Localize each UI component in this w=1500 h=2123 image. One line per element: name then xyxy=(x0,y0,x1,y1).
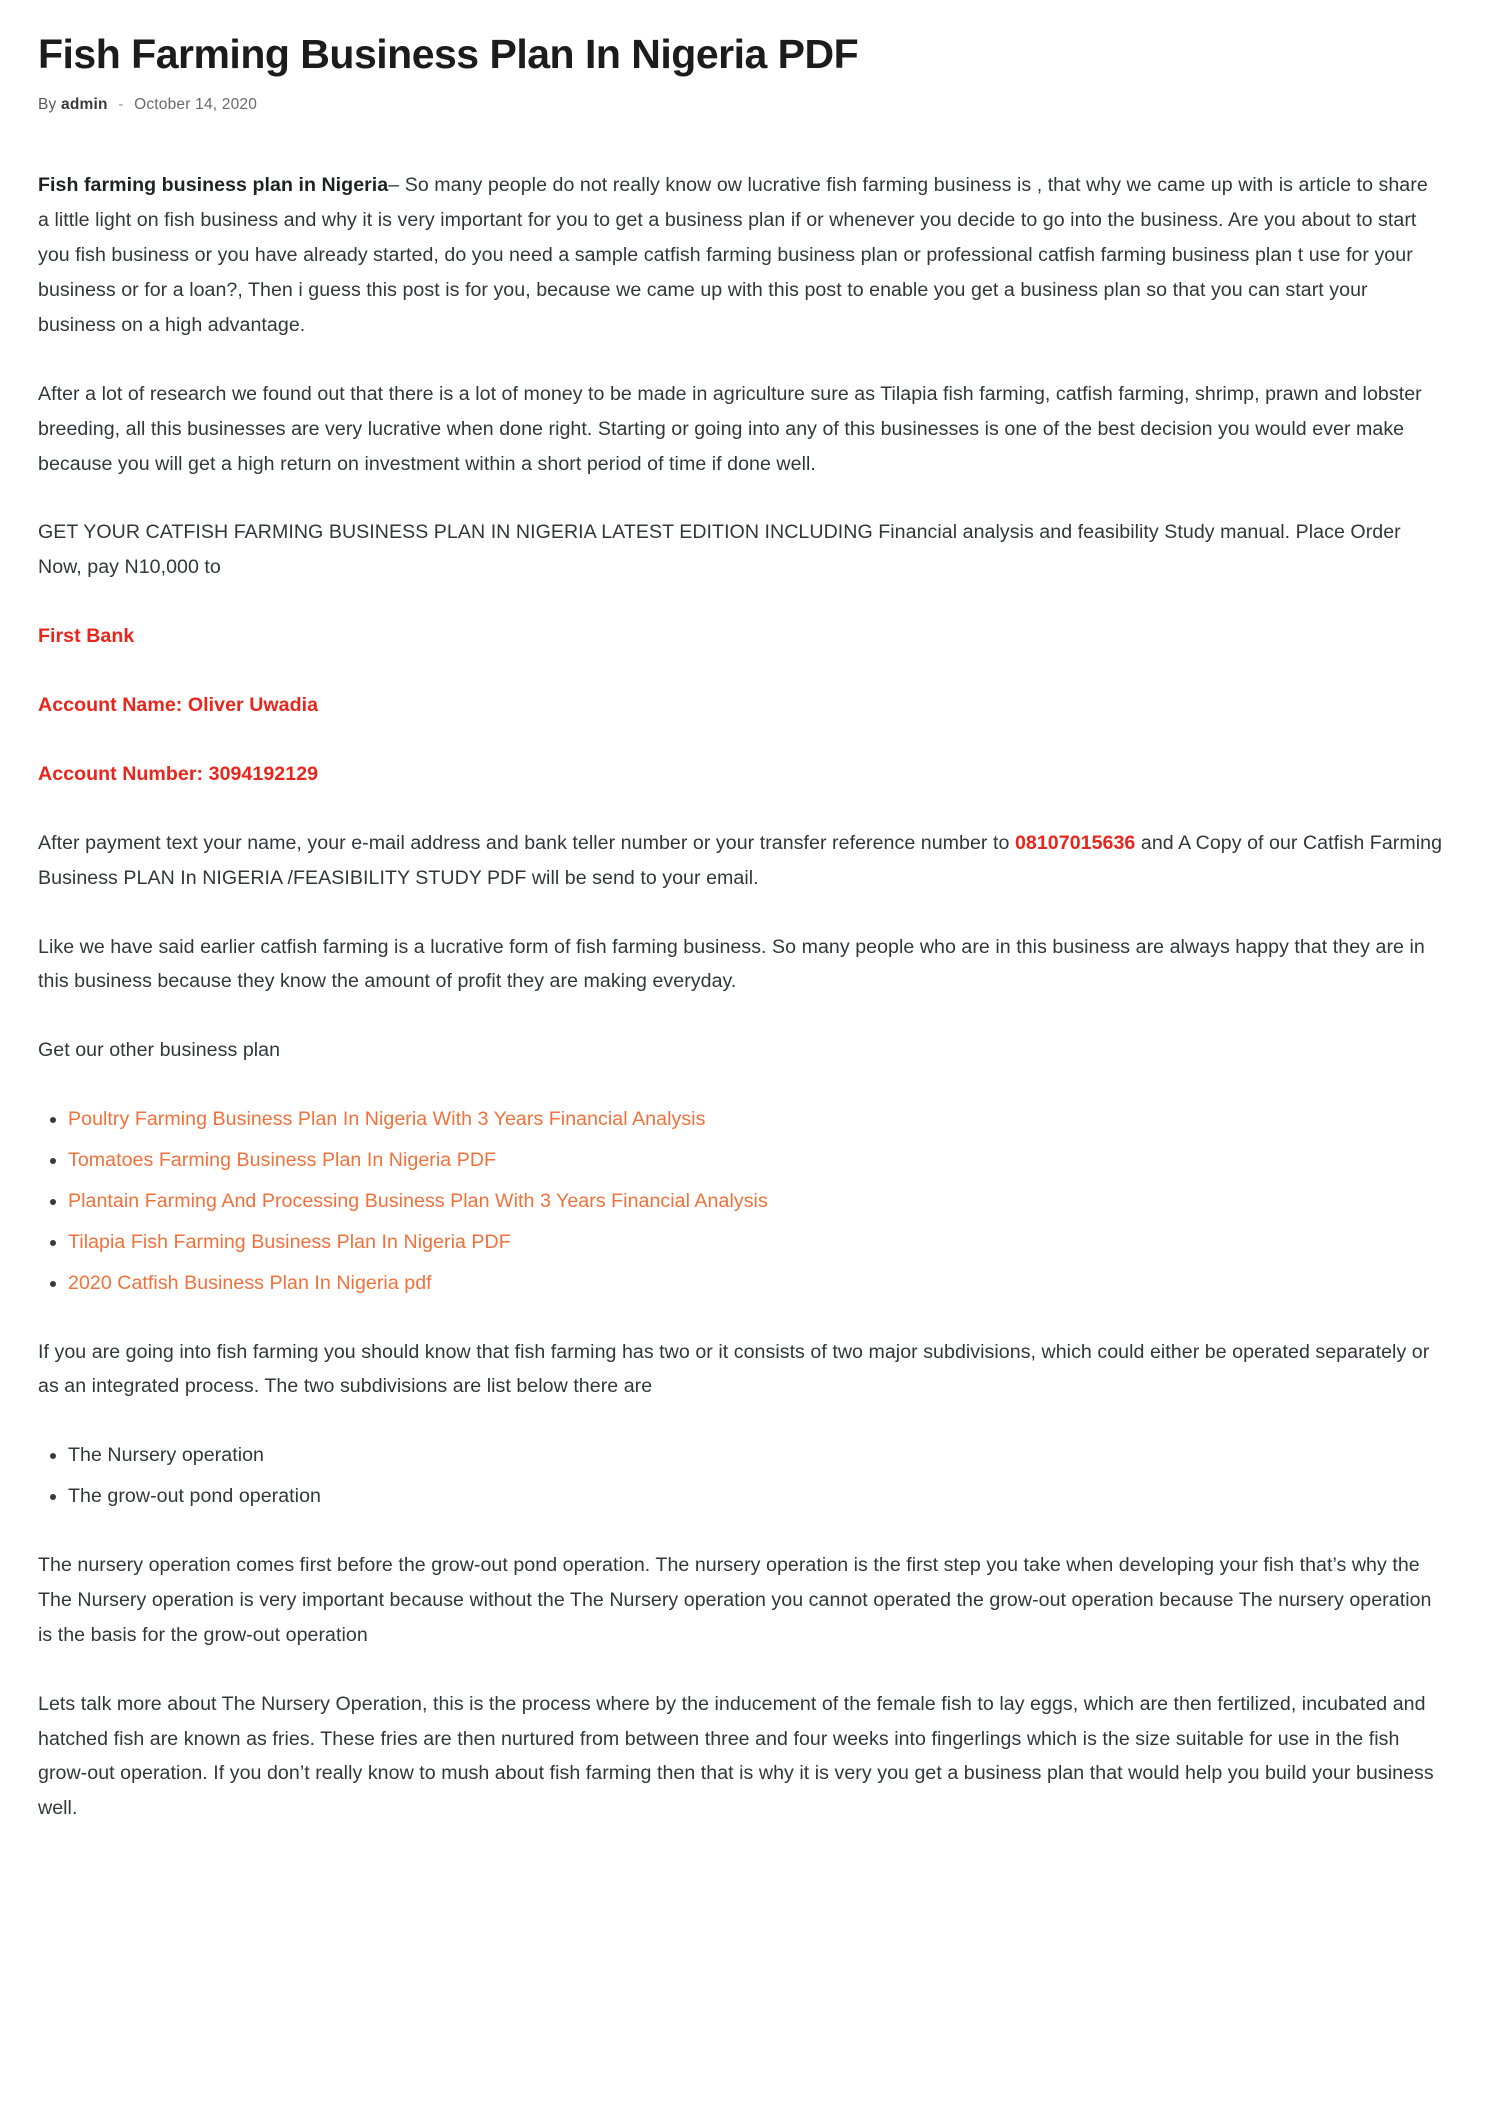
list-item[interactable] xyxy=(68,1184,1443,1219)
byline-date: October 14, 2020 xyxy=(134,96,258,114)
byline xyxy=(38,96,1443,114)
page-title: Fish Farming Business Plan In Nigeria PDF xyxy=(38,31,859,77)
account-name: Account Name: Oliver Uwadia xyxy=(38,694,319,716)
paragraph-order-info: GET YOUR CATFISH FARMING BUSINESS PLAN IN NIGERIA LATEST EDITION INCLUDING Financial analysis and feasibility Study manual. Place Order Now, pay N10,000 to xyxy=(38,521,1401,579)
related-plans-list xyxy=(38,1102,1443,1300)
paragraph-other-plans-heading: Get our other business plan xyxy=(38,1039,281,1062)
paragraph-payment-instructions xyxy=(38,826,1443,896)
byline-separator: - xyxy=(118,96,124,114)
paragraph-research: After a lot of research we found out that there is a lot of money to be made in agriculture sure as Tilapia fish farming, catfish farming, shrimp, prawn and lobster breeding, all this businesses are very lucrative when done right. Starting or going into any of this businesses is one of the best decision you would ever make because you will get a high return on investment within a short period of time if done well. xyxy=(38,382,1422,475)
list-item[interactable] xyxy=(68,1102,1443,1137)
bank-name: First Bank xyxy=(38,625,135,648)
paragraph-nursery-detail: Lets talk more about The Nursery Operation, this is the process where by the inducement of the female fish to lay eggs, which are then fertilized, incubated and hatched fish are known as fries. These fries are then nurtured from between three and four weeks into fingerlings which is the size suitable for use in the fish grow-out operation. If you don’t really know to mush about fish farming then that is why it is very you get a business plan that would help you build your business well. xyxy=(38,1692,1434,1820)
contact-phone-number: 08107015636 xyxy=(1014,831,1136,854)
list-item[interactable] xyxy=(68,1143,1443,1178)
list-item[interactable] xyxy=(68,1266,1443,1301)
paragraph-subdivisions-intro: If you are going into fish farming you should know that fish farming has two or it consists of two major subdivisions, which could either be operated separately or as an integrated process. The two subdivisions are list below there are xyxy=(38,1340,1430,1398)
related-plan-link[interactable]: Tomatoes Farming Business Plan In Nigeria PDF xyxy=(68,1149,497,1171)
payment-instructions-part2: and A Copy of our Catfish Farming Business PLAN In NIGERIA /FEASIBILITY STUDY PDF will be send to your email. xyxy=(38,831,1443,889)
intro-lead-phrase: Fish farming business plan in Nigeria xyxy=(38,174,389,197)
related-plan-link[interactable]: Tilapia Fish Farming Business Plan In Nigeria PDF xyxy=(68,1230,511,1253)
account-number: Account Number: 3094192129 xyxy=(38,762,319,785)
related-plan-link[interactable]: 2020 Catfish Business Plan In Nigeria pdf xyxy=(68,1271,432,1294)
paragraph-nursery-first: The nursery operation comes first before the grow-out pond operation. The nursery operation is the first step you take when developing your fish that’s why the The Nursery operation is very important because without the The Nursery operation you cannot operated the grow-out operation because The nursery operation is the basis for the grow-out operation xyxy=(38,1554,1432,1646)
byline-author[interactable]: admin xyxy=(61,96,108,114)
payment-instructions-part1: After payment text your name, your e-mail address and bank teller number or your transfer reference number to xyxy=(38,831,1015,854)
article-body xyxy=(38,168,1443,1826)
related-plan-link[interactable]: Plantain Farming And Processing Business Plan With 3 Years Financial Analysis xyxy=(68,1189,768,1212)
paragraph-catfish-lucrative: Like we have said earlier catfish farming is a lucrative form of fish farming business. So many people who are in this business are always happy that they are in this business because they know the amount of profit they are making everyday. xyxy=(38,935,1425,993)
list-item[interactable] xyxy=(68,1225,1443,1260)
intro-rest: – So many people do not really know ow lucrative fish farming business is , that why we came up with is article to share a little light on fish business and why it is very important for you to get a business plan if or whenever you decide to go into the business. Are you about to start you fish business or you have already started, do you need a sample catfish farming business plan or professional catfish farming business plan t use for your business or for a loan?, Then i guess this post is for you, because we came up with this post to enable you get a business plan so that you can start your business on a high advantage. xyxy=(38,174,1428,336)
list-item: • The grow-out pond operation xyxy=(68,1479,1443,1514)
subdivisions-list xyxy=(38,1438,1443,1514)
list-item: • The Nursery operation xyxy=(68,1438,1443,1473)
paragraph-intro xyxy=(38,168,1443,342)
byline-by-label: By xyxy=(38,96,57,114)
related-plan-link[interactable]: Poultry Farming Business Plan In Nigeria With 3 Years Financial Analysis xyxy=(68,1108,706,1131)
